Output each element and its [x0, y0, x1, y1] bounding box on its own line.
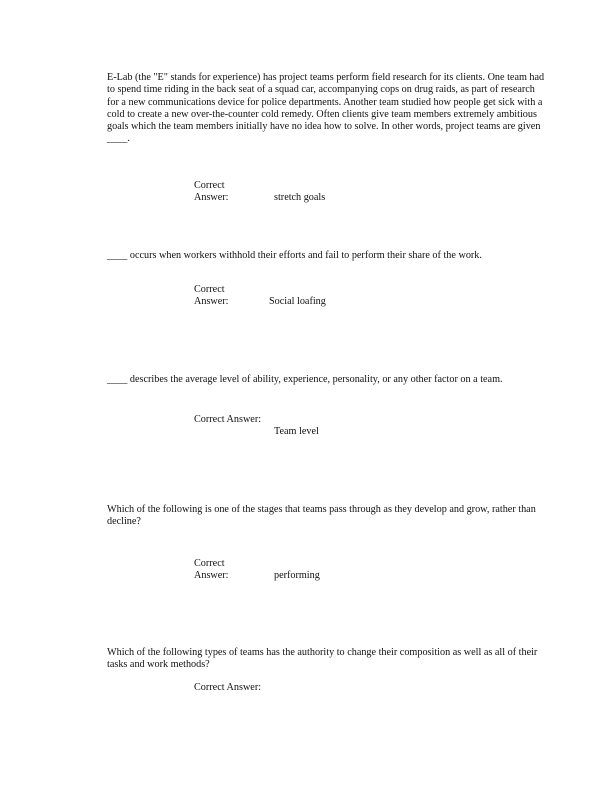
correct-answer-label: Correct Answer:	[194, 414, 262, 425]
question-1-text: E-Lab (the "E" stands for experience) has project teams perform field research for its clients. One team had to spend time riding in the back seat of a squad car, accompanying cops on drug raids, as part of research for a new communications device for police departments. Another team studied how people get sick with a cold to create a new over-the-counter cold remedy. Often clients give team members extremely ambitious goals which the team members initially have no idea how to solve. In other words, project teams are given ____.	[107, 72, 545, 145]
question-3-text: ____ describes the average level of ability, experience, personality, or any other factor on a team.	[107, 374, 503, 385]
question-4-text: Which of the following is one of the stages that teams pass through as they develop and grow, rather than decline?	[107, 504, 536, 528]
correct-answer-label: Correct Answer:	[194, 682, 262, 693]
correct-answer-label: Correct Answer:	[194, 284, 229, 308]
correct-answer-value: stretch goals	[274, 192, 326, 203]
correct-answer-label: Correct Answer:	[194, 558, 229, 582]
correct-answer-value: performing	[274, 570, 320, 581]
question-2-text: ____ occurs when workers withhold their efforts and fail to perform their share of the work.	[107, 250, 482, 261]
correct-answer-value: Social loafing	[269, 296, 326, 307]
question-5-text: Which of the following types of teams has the authority to change their composition as well as all of their tasks and work methods?	[107, 647, 538, 671]
correct-answer-label: Correct Answer:	[194, 180, 229, 204]
correct-answer-value: Team level	[274, 426, 319, 437]
